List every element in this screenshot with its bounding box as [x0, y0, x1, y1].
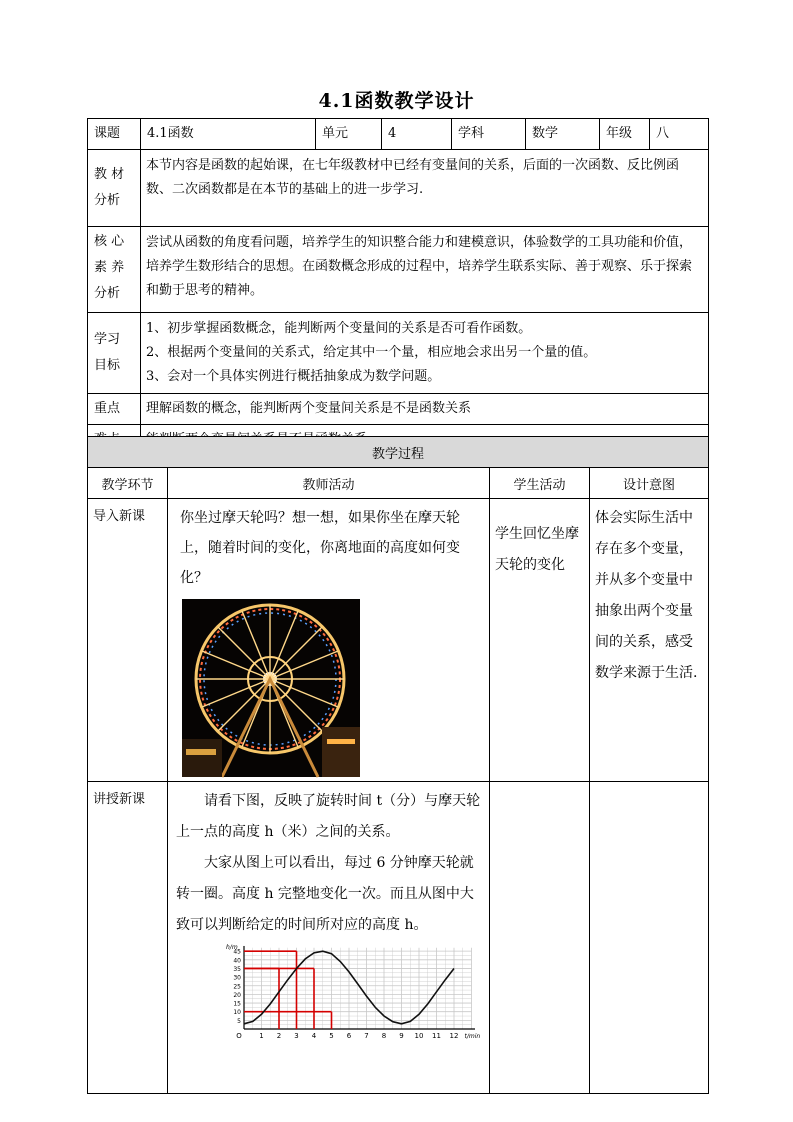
- x-tick-label: 3: [294, 1032, 299, 1040]
- unit-label: 单元: [316, 119, 382, 150]
- material-label: [88, 150, 141, 227]
- process-columns-row: [88, 468, 709, 499]
- x-tick-label: 10: [414, 1032, 424, 1040]
- y-tick-label: 25: [233, 983, 241, 991]
- x-axis-label: t/min: [464, 1033, 481, 1040]
- height-time-chart: [202, 943, 481, 1043]
- intent-intro: 体会实际生活中存在多个变量，并从多个变量中抽象出两个变量间的关系，感受数学来源于生活.: [590, 499, 709, 782]
- teacher-intro-cell: [168, 499, 490, 782]
- core-row: [88, 227, 709, 313]
- key-point-text: 理解函数的概念，能判断两个变量间关系是不是函数关系: [141, 394, 709, 425]
- overview-table: [87, 118, 709, 456]
- x-tick-label: 1: [259, 1032, 264, 1040]
- grade-value: 八: [650, 119, 709, 150]
- y-axis-label: h/m: [226, 943, 238, 951]
- y-tick-label: 35: [233, 965, 241, 973]
- goals-row: [88, 313, 709, 394]
- course-label: 学科: [452, 119, 526, 150]
- x-tick-label: 9: [399, 1032, 404, 1040]
- y-tick-label: 15: [233, 1000, 241, 1008]
- header-row: [88, 119, 709, 150]
- y-tick-label: 45: [233, 948, 241, 956]
- x-tick-label: 11: [432, 1032, 441, 1040]
- process-row-lesson: [88, 782, 709, 1094]
- core-text: 尝试从函数的角度看问题，培养学生的知识整合能力和建模意识，体验数学的工具功能和价值，培养学生数形结合的思想。在函数概念形成的过程中，培养学生联系实际、善于观察、乐于探索和勤于思考的精神。: [141, 227, 709, 313]
- course-value: 数学: [526, 119, 600, 150]
- stage-lesson: 讲授新课: [88, 782, 168, 1094]
- ferris-wheel-photo: [182, 599, 360, 777]
- subject-value: 4.1函数: [141, 119, 316, 150]
- grade-label: 年级: [600, 119, 650, 150]
- material-row: [88, 150, 709, 227]
- x-tick-label: 2: [276, 1032, 282, 1040]
- page-title: 4.1函数教学设计: [318, 90, 475, 112]
- teacher-lesson-p1: 请看下图，反映了旋转时间 t（分）与摩天轮上一点的高度 h（米）之间的关系。: [176, 793, 481, 840]
- x-tick-label: 4: [311, 1032, 317, 1040]
- col-teacher-header: 教师活动: [168, 468, 490, 499]
- material-text: 本节内容是函数的起始课，在七年级教材中已经有变量间的关系，后面的一次函数、反比例函数、二次函数都是在本节的基础上的进一步学习.: [141, 150, 709, 227]
- y-tick-label: 20: [233, 991, 241, 999]
- goals-label-line2: 目标: [94, 358, 121, 373]
- process-heading: 教学过程: [88, 437, 709, 468]
- core-label: [88, 227, 141, 313]
- goal-item: 1、初步掌握函数概念，能判断两个变量间的关系是否可看作函数。: [146, 321, 532, 336]
- x-tick-label: 5: [329, 1032, 334, 1040]
- unit-value: 4: [382, 119, 452, 150]
- goals-label-line1: 学习: [94, 332, 121, 347]
- y-tick-label: 30: [233, 974, 241, 982]
- col-stage-header: 教学环节: [88, 468, 168, 499]
- teacher-lesson-cell: [168, 782, 490, 1094]
- stage-intro: 导入新课: [88, 499, 168, 782]
- y-tick-label: 5: [237, 1017, 241, 1025]
- goal-item: 3、会对一个具体实例进行概括抽象成为数学问题。: [146, 369, 441, 384]
- y-tick-label: 40: [233, 957, 241, 965]
- x-tick-label: 7: [364, 1032, 369, 1040]
- goal-item: 2、根据两个变量间的关系式，给定其中一个量，相应地会求出另一个量的值。: [146, 345, 597, 360]
- core-label-line3: 分析: [94, 286, 121, 301]
- y-tick-label: 10: [233, 1009, 241, 1017]
- material-label-line2: 分析: [94, 193, 121, 208]
- intent-lesson: [590, 782, 709, 1094]
- x-tick-label: 12: [449, 1032, 459, 1040]
- subject-label: 课题: [88, 119, 141, 150]
- student-intro: 学生回忆坐摩天轮的变化: [490, 499, 590, 782]
- key-point-row: [88, 394, 709, 425]
- col-student-header: 学生活动: [490, 468, 590, 499]
- material-label-line1: 教 材: [94, 167, 125, 182]
- core-label-line1: 核 心: [94, 234, 125, 249]
- core-label-line2: 素 养: [94, 260, 125, 275]
- teacher-intro-text: 你坐过摩天轮吗？想一想，如果你坐在摩天轮上，随着时间的变化，你离地面的高度如何变化？: [180, 510, 460, 586]
- goals-label: [88, 313, 141, 394]
- process-row-intro: [88, 499, 709, 782]
- x-tick-label: 6: [346, 1032, 352, 1040]
- key-point-label: 重点: [88, 394, 141, 425]
- process-heading-row: [88, 437, 709, 468]
- x-tick-label: 8: [381, 1032, 387, 1040]
- x-tick-label: O: [236, 1032, 242, 1040]
- teacher-lesson-p2: 大家从图上可以看出，每过 6 分钟摩天轮就转一圈。高度 h 完整地变化一次。而且从图中大致可以判断给定的时间所对应的高度 h。: [176, 855, 474, 933]
- student-lesson: [490, 782, 590, 1094]
- process-table: [87, 436, 709, 1094]
- goals-list: [141, 313, 709, 394]
- col-intent-header: 设计意图: [590, 468, 709, 499]
